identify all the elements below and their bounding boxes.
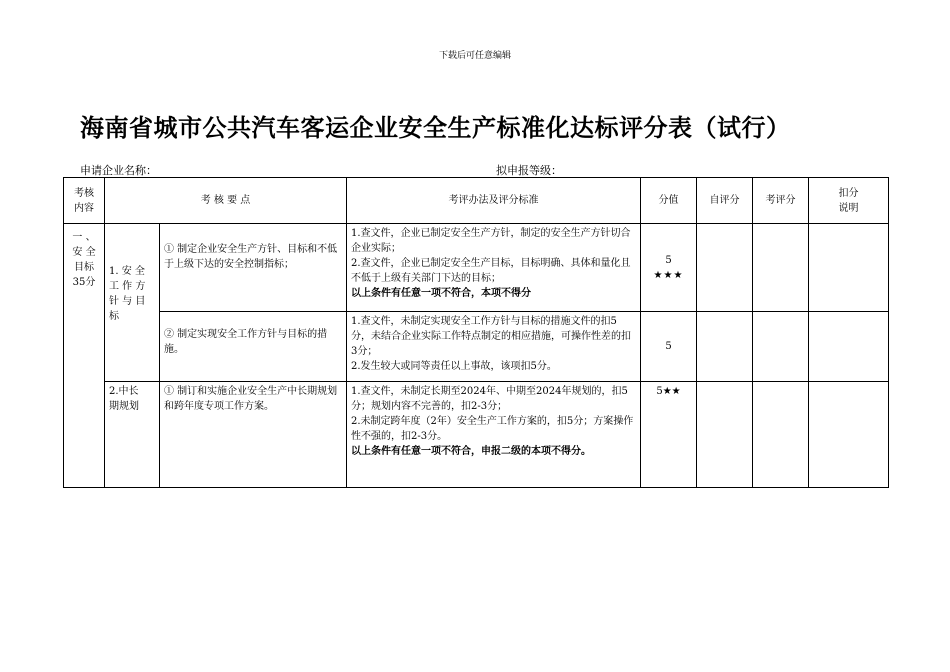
eval-score-cell bbox=[753, 382, 809, 488]
level-label: 拟申报等级： bbox=[496, 164, 562, 177]
method-text: 2.发生较大或同等责任以上事故，该项扣5分。 bbox=[351, 361, 557, 372]
score-value: 5 bbox=[665, 254, 672, 266]
score-cell bbox=[641, 224, 697, 312]
eval-score-cell bbox=[753, 224, 809, 312]
header-points: 考 核 要 点 bbox=[105, 178, 347, 224]
method-text: 1.查文件，未制定实现安全工作方针与目标的措施文件的扣5分，未结合企业实际工作特点制定的相应措施，可操作性差的扣3分； bbox=[351, 316, 631, 357]
page-title: 海南省城市公共汽车客运企业安全生产标准化达标评分表（试行） bbox=[80, 113, 791, 142]
deduct-note-cell bbox=[809, 224, 889, 312]
header-eval: 考评分 bbox=[753, 178, 809, 224]
header-deduct: 扣分 说明 bbox=[809, 178, 889, 224]
score-table bbox=[63, 177, 889, 488]
applicant-label: 申请企业名称： bbox=[80, 164, 157, 177]
deduct-note-cell bbox=[809, 312, 889, 382]
method-text: 2.查文件，企业已制定安全生产目标，目标明确、具体和量化且不低于上级有关部门下达的目标； bbox=[351, 258, 631, 284]
section-cell: 一 、 安 全 目标 35分 bbox=[64, 224, 105, 488]
self-score-cell bbox=[697, 224, 753, 312]
method-text: 1.查文件，未制定长期至2024年、中期至2024年规划的，扣5分；规划内容不完善的，扣2-3分； bbox=[351, 386, 628, 412]
method-text: 2.未制定跨年度（2年）安全生产工作方案的，扣5分；方案操作性不强的，扣2-3分。 bbox=[351, 416, 634, 442]
table-row bbox=[64, 382, 889, 488]
header-content: 考核 内容 bbox=[64, 178, 105, 224]
self-score-cell bbox=[697, 312, 753, 382]
method-cell bbox=[347, 224, 641, 312]
deduct-note-cell bbox=[809, 382, 889, 488]
table-header-row bbox=[64, 178, 889, 224]
sub-item-cell: 2.中长 期规划 bbox=[105, 382, 160, 488]
header-note: 下载后可任意编辑 bbox=[438, 51, 511, 61]
method-cell bbox=[347, 382, 641, 488]
header-method: 考评办法及评分标准 bbox=[347, 178, 641, 224]
header-self: 自评分 bbox=[697, 178, 753, 224]
method-bold-text: 以上条件有任意一项不符合，本项不得分 bbox=[351, 288, 531, 299]
eval-score-cell bbox=[753, 312, 809, 382]
table-row bbox=[64, 224, 889, 312]
method-bold-text: 以上条件有任意一项不符合，申报二级的本项不得分。 bbox=[351, 446, 591, 457]
header-score: 分值 bbox=[641, 178, 697, 224]
table-row bbox=[64, 312, 889, 382]
score-cell: 5★★ bbox=[641, 382, 697, 488]
point-cell: ① 制订和实施企业安全生产中长期规划和跨年度专项工作方案。 bbox=[160, 382, 347, 488]
point-cell: ① 制定企业安全生产方针、目标和不低于上级下达的安全控制指标； bbox=[160, 224, 347, 312]
star-rating: ★★★ bbox=[653, 269, 684, 281]
method-text: 1.查文件，企业已制定安全生产方针，制定的安全生产方针切合企业实际； bbox=[351, 228, 631, 254]
method-cell bbox=[347, 312, 641, 382]
self-score-cell bbox=[697, 382, 753, 488]
sub-item-cell: 1. 安 全 工 作 方 针 与 目 标 bbox=[105, 224, 160, 382]
point-cell: ② 制定实现安全工作方针与目标的措施。 bbox=[160, 312, 347, 382]
score-cell: 5 bbox=[641, 312, 697, 382]
